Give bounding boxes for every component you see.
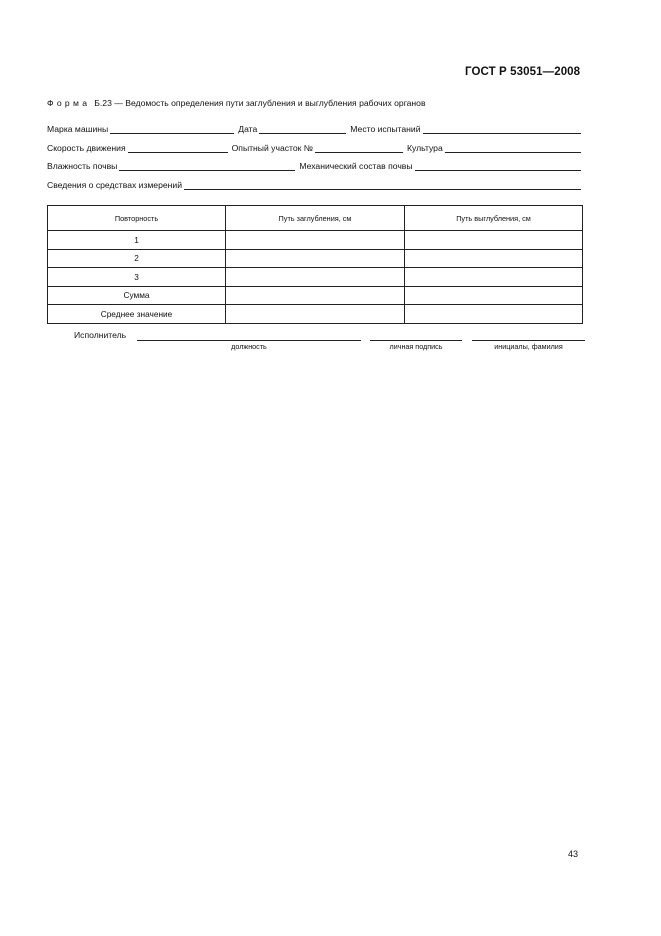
row-label: Сумма (48, 286, 226, 305)
column-header: Путь выглубления, см (405, 206, 583, 231)
form-title (47, 98, 426, 108)
soil-composition-label: Механический состав почвы (299, 161, 413, 171)
table-cell[interactable] (405, 231, 583, 250)
measurement-info-field[interactable] (184, 180, 581, 190)
soil-moisture-label: Влажность почвы (47, 161, 118, 171)
signature-position-field[interactable] (137, 331, 361, 341)
field-row-measurement (47, 176, 581, 190)
table-cell[interactable] (226, 249, 405, 268)
form-word: Форма (47, 98, 91, 108)
table-row (48, 268, 583, 287)
table-row (48, 286, 583, 305)
table-header-row (48, 206, 583, 231)
document-code: ГОСТ Р 53051—2008 (465, 66, 581, 78)
table-cell[interactable] (226, 268, 405, 287)
row-label: 3 (48, 268, 226, 287)
form-title-text: Б.23 — Ведомость определения пути заглубления и выглубления рабочих органов (94, 98, 426, 108)
signature-caption: личная подпись (389, 342, 443, 351)
row-label: 1 (48, 231, 226, 250)
signature-name-field[interactable] (472, 331, 585, 341)
table-row (48, 305, 583, 324)
speed-label: Скорость движения (47, 143, 126, 153)
table-cell[interactable] (405, 286, 583, 305)
table-cell[interactable] (405, 305, 583, 324)
table-cell[interactable] (226, 231, 405, 250)
measurement-table (47, 205, 583, 324)
row-label: Среднее значение (48, 305, 226, 324)
crop-label: Культура (407, 143, 443, 153)
test-plot-field[interactable] (315, 143, 403, 153)
name-caption: инициалы, фамилия (494, 342, 563, 351)
field-row-machine (47, 120, 581, 134)
test-plot-label: Опытный участок № (231, 143, 314, 153)
signature-sign-field[interactable] (370, 331, 462, 341)
soil-moisture-field[interactable] (119, 161, 295, 171)
test-place-field[interactable] (423, 124, 581, 134)
signature-label: Исполнитель (74, 330, 127, 340)
test-place-label: Место испытаний (350, 124, 421, 134)
date-field[interactable] (259, 124, 346, 134)
table-cell[interactable] (405, 268, 583, 287)
speed-field[interactable] (128, 143, 228, 153)
date-label: Дата (238, 124, 258, 134)
field-row-speed (47, 139, 581, 153)
machine-brand-field[interactable] (110, 124, 234, 134)
crop-field[interactable] (445, 143, 581, 153)
row-label: 2 (48, 249, 226, 268)
column-header: Повторность (48, 206, 226, 231)
soil-composition-field[interactable] (415, 161, 581, 171)
table-cell[interactable] (226, 286, 405, 305)
field-row-soil (47, 157, 581, 171)
page-number: 43 (568, 849, 579, 859)
table-cell[interactable] (405, 249, 583, 268)
table-row (48, 249, 583, 268)
measurement-info-label: Сведения о средствах измерений (47, 180, 182, 190)
column-header: Путь заглубления, см (226, 206, 405, 231)
table-cell[interactable] (226, 305, 405, 324)
table-row (48, 231, 583, 250)
position-caption: должность (231, 342, 267, 351)
machine-brand-label: Марка машины (47, 124, 109, 134)
